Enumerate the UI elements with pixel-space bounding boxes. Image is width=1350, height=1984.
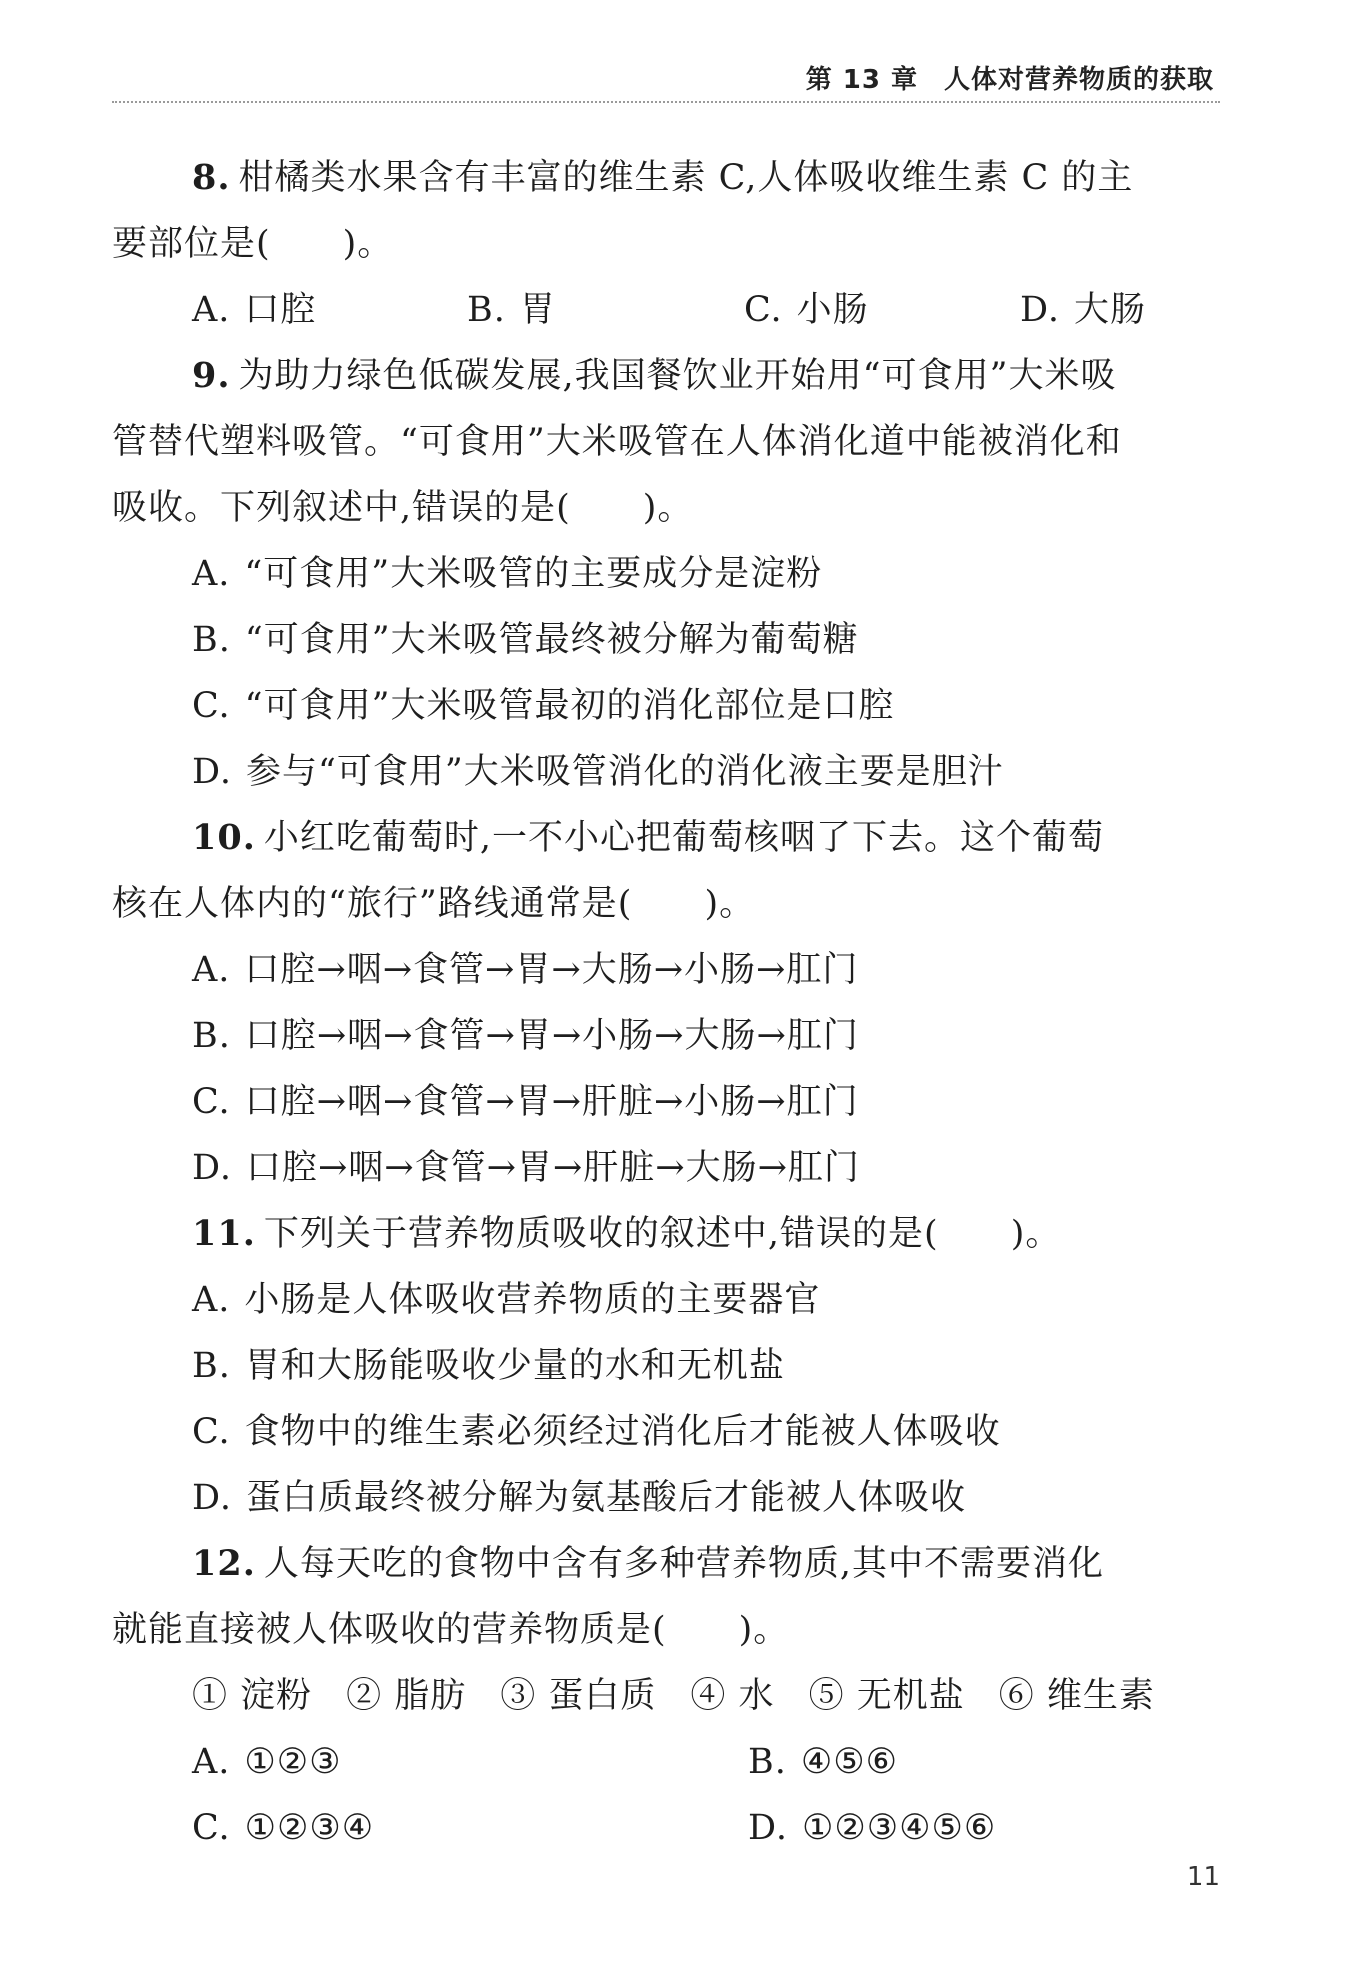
question-9 (112, 343, 1222, 805)
nutrient-list (112, 1663, 1222, 1729)
question-11 (112, 1201, 1222, 1531)
option-c: C. 小肠 (744, 290, 869, 330)
option-a: A. 小肠是人体吸收营养物质的主要器官 (192, 1280, 821, 1320)
nutrient-item: ③ 蛋白质 (500, 1676, 657, 1716)
question-number: 12. (192, 1543, 256, 1584)
question-12 (112, 1531, 1222, 1861)
nutrient-item: ② 脂肪 (346, 1676, 467, 1716)
option-row (112, 277, 1222, 343)
option-row (112, 1795, 1222, 1861)
question-8 (112, 145, 1222, 343)
option-c: C. “可食用”大米吸管最初的消化部位是口腔 (192, 686, 895, 726)
option-b: B. ④⑤⑥ (748, 1742, 898, 1782)
chapter-label: 第 13 章 (805, 65, 918, 95)
option-row (112, 1729, 1222, 1795)
option-d: D. 参与“可食用”大米吸管消化的消化液主要是胆汁 (192, 752, 1004, 792)
option-b: B. 胃 (467, 290, 556, 330)
chapter-title: 人体对营养物质的获取 (943, 65, 1214, 95)
nutrient-item: ⑤ 无机盐 (808, 1676, 965, 1716)
question-stem-continued: 要部位是( )。 (112, 224, 394, 264)
option-c: C. ①②③④ (192, 1808, 375, 1848)
option-d: D. 蛋白质最终被分解为氨基酸后才能被人体吸收 (192, 1478, 966, 1518)
nutrient-item: ④ 水 (690, 1676, 775, 1716)
option-b: B. 胃和大肠能吸收少量的水和无机盐 (192, 1346, 785, 1386)
question-stem-continued: 就能直接被人体吸收的营养物质是( )。 (112, 1610, 790, 1650)
question-stem: 9. 为助力绿色低碳发展,我国餐饮业开始用“可食用”大米吸 (192, 355, 1117, 396)
question-stem: 10. 小红吃葡萄时,一不小心把葡萄核咽了下去。这个葡萄 (192, 817, 1105, 858)
option-a: A. 口腔→咽→食管→胃→大肠→小肠→肛门 (192, 950, 859, 990)
option-a: A. 口腔 (192, 290, 317, 330)
option-d: D. ①②③④⑤⑥ (748, 1808, 997, 1848)
question-stem-continued: 吸收。下列叙述中,错误的是( )。 (112, 488, 694, 528)
option-c: C. 食物中的维生素必须经过消化后才能被人体吸收 (192, 1412, 1001, 1452)
question-list (112, 145, 1222, 1861)
question-stem-continued: 核在人体内的“旅行”路线通常是( )。 (112, 884, 756, 924)
option-d: D. 口腔→咽→食管→胃→肝脏→大肠→肛门 (192, 1148, 860, 1188)
option-a: A. “可食用”大米吸管的主要成分是淀粉 (192, 554, 823, 594)
question-number: 10. (192, 817, 256, 858)
nutrient-item: ⑥ 维生素 (998, 1676, 1155, 1716)
running-header (112, 55, 1220, 103)
question-stem: 8. 柑橘类水果含有丰富的维生素 C,人体吸收维生素 C 的主 (192, 157, 1134, 198)
question-number: 8. (192, 157, 231, 198)
question-10 (112, 805, 1222, 1201)
question-stem: 11. 下列关于营养物质吸收的叙述中,错误的是( )。 (192, 1213, 1062, 1254)
option-c: C. 口腔→咽→食管→胃→肝脏→小肠→肛门 (192, 1082, 859, 1122)
option-b: B. 口腔→咽→食管→胃→小肠→大肠→肛门 (192, 1016, 859, 1056)
page-number: 11 (1186, 1862, 1220, 1892)
question-number: 9. (192, 355, 231, 396)
question-stem-continued: 管替代塑料吸管。“可食用”大米吸管在人体消化道中能被消化和 (112, 422, 1122, 462)
header-text (806, 59, 1214, 96)
nutrient-item: ① 淀粉 (192, 1676, 313, 1716)
option-d: D. 大肠 (1020, 290, 1146, 330)
option-b: B. “可食用”大米吸管最终被分解为葡萄糖 (192, 620, 859, 660)
question-number: 11. (192, 1213, 256, 1254)
option-a: A. ①②③ (192, 1742, 342, 1782)
question-stem: 12. 人每天吃的食物中含有多种营养物质,其中不需要消化 (192, 1543, 1105, 1584)
